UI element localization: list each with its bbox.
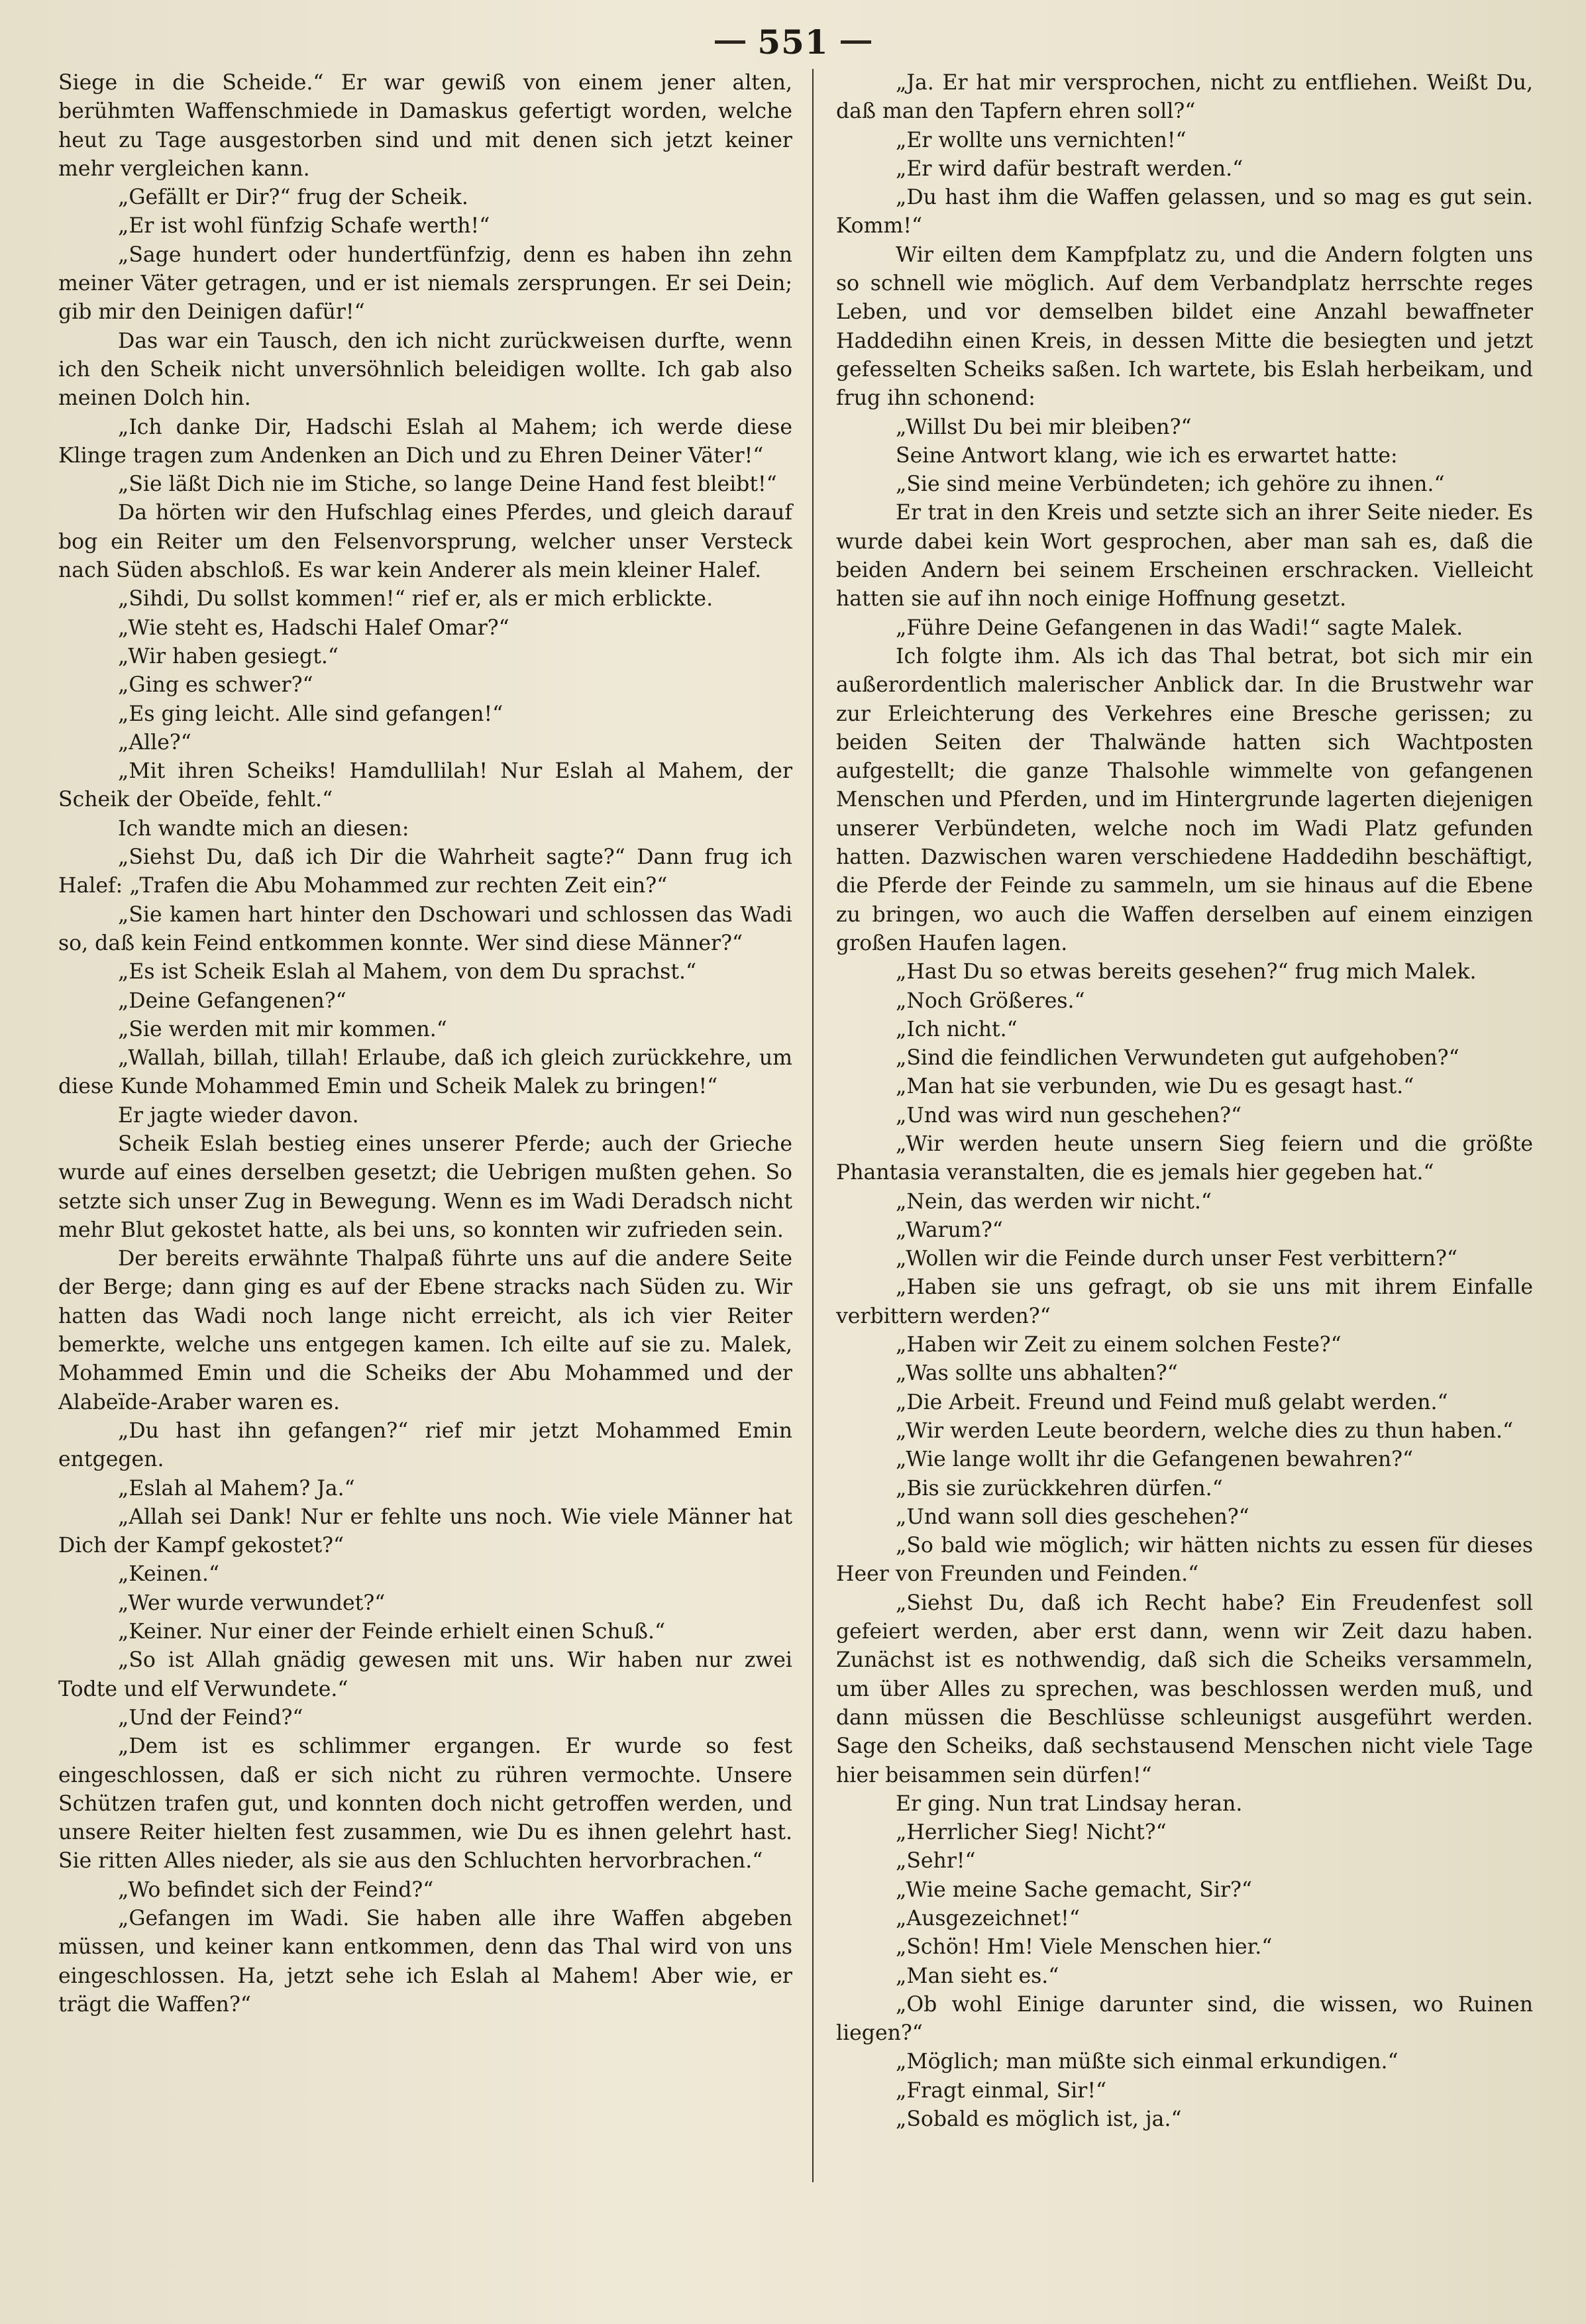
column-divider <box>812 69 814 2182</box>
paragraph: „Ausgezeichnet!“ <box>896 1907 1080 1930</box>
paragraph: „Und der Feind?“ <box>118 1705 303 1730</box>
paragraph: „Alle?“ <box>118 730 191 755</box>
paragraph: „Schön! Hm! Viele Menschen hier.“ <box>896 1935 1273 1960</box>
paragraph: „Hast Du so etwas bereits gesehen?“ frug mich Malek. <box>896 960 1477 984</box>
paragraph: „Dem ist es schlimmer ergangen. Er wurde so fest eingeschlossen, daß er sich nicht zu rühren vermochte. Unsere Schützen trafen gut, und konnten doch nicht getroffen werden, und unsere Reiter hielten fest zusammen, wie Du es ihnen gelehrt hast. Sie ritten Alles nieder, als sie aus den Schluchten hervorbrachen.“ <box>58 1734 792 1874</box>
left-column <box>58 69 792 2019</box>
paragraph: Siege in die Scheide.“ Er war gewiß von einem jener alten, berühmten Waffenschmiede in Damaskus gefertigt worden, welche heut zu Tage ausgestorben sind und mit denen sich jetzt keiner mehr vergleichen kann. <box>58 71 792 181</box>
paragraph: Da hörten wir den Hufschlag eines Pferdes, und gleich darauf bog ein Reiter um den Felsenvorsprung, welcher unser Versteck nach Süden abschloß. Es war kein Anderer als mein kleiner Halef. <box>58 501 792 583</box>
paragraph: „Sage hundert oder hundertfünfzig, denn es haben ihn zehn meiner Väter getragen, und er ist niemals zersprungen. Er sei Dein; gib mir den Deinigen dafür!“ <box>58 242 792 325</box>
paragraph: „Ich danke Dir, Hadschi Eslah al Mahem; ich werde diese Klinge tragen zum Andenken an Dich und zu Ehren Deiner Väter!“ <box>58 415 792 468</box>
paragraph: „Sie sind meine Verbündeten; ich gehöre zu ihnen.“ <box>896 472 1445 497</box>
paragraph: „Und was wird nun geschehen?“ <box>896 1103 1242 1128</box>
paragraph: „Eslah al Mahem? Ja.“ <box>118 1476 355 1501</box>
paragraph: „Du hast ihn gefangen?“ rief mir jetzt Mohammed Emin entgegen. <box>58 1418 792 1472</box>
paragraph: „Möglich; man müßte sich einmal erkundigen.“ <box>896 2050 1399 2074</box>
paragraph: „So bald wie möglich; wir hätten nichts zu essen für dieses Heer von Freunden und Feinden.“ <box>836 1534 1533 1587</box>
paragraph: Er jagte wieder davon. <box>118 1103 359 1128</box>
paragraph: „Was sollte uns abhalten?“ <box>896 1361 1178 1386</box>
paragraph: „Wallah, billah, tillah! Erlaube, daß ich gleich zurückkehre, um diese Kunde Mohammed Emin und Scheik Malek zu bringen!“ <box>58 1046 792 1099</box>
paragraph: „Er wollte uns vernichten!“ <box>896 128 1187 152</box>
paragraph: „Sihdi, Du sollst kommen!“ rief er, als er mich erblickte. <box>118 587 714 611</box>
paragraph: „So ist Allah gnädig gewesen mit uns. Wir haben nur zwei Todte und elf Verwundete.“ <box>58 1648 792 1701</box>
paragraph: „Und wann soll dies geschehen?“ <box>896 1505 1249 1529</box>
paragraph: „Ging es schwer?“ <box>118 673 313 698</box>
header-dash-left <box>715 40 745 44</box>
paragraph: „Keiner. Nur einer der Feinde erhielt einen Schuß.“ <box>118 1620 666 1644</box>
paragraph: „Er wird dafür bestraft werden.“ <box>896 156 1243 181</box>
paragraph: „Führe Deine Gefangenen in das Wadi!“ sagte Malek. <box>896 615 1463 640</box>
paragraph: „Nein, das werden wir nicht.“ <box>896 1189 1212 1214</box>
paragraph: „Siehst Du, daß ich Recht habe? Ein Freudenfest soll gefeiert werden, aber erst dann, wenn wir Zeit dazu haben. Zunächst ist es nothwendig, daß sich die Scheiks versammeln, um über Alles zu sprechen, was beschlossen werden muß, und dann müssen die Beschlüsse schleunigst ausgeführt werden. Sage den Scheiks, daß sechstausend Menschen nicht viele Tage hier beisammen sein dürfen!“ <box>836 1591 1533 1787</box>
paragraph: Er ging. Nun trat Lindsay heran. <box>896 1791 1243 1816</box>
paragraph: „Du hast ihm die Waffen gelassen, und so mag es gut sein. Komm!“ <box>836 185 1533 238</box>
paragraph: „Ob wohl Einige darunter sind, die wissen, wo Ruinen liegen?“ <box>836 1992 1533 2046</box>
paragraph: Scheik Eslah bestieg eines unserer Pferde; auch der Grieche wurde auf eines derselben gesetzt; die Uebrigen mußten gehen. So setzte sich unser Zug in Bewegung. Wenn es im Wadi Deradsch nicht mehr Blut gekostet hatte, als bei uns, so konnten wir zufrieden sein. <box>58 1132 792 1242</box>
paragraph: „Keinen.“ <box>118 1562 220 1587</box>
paragraph: „Wir werden Leute beordern, welche dies zu thun haben.“ <box>896 1418 1514 1443</box>
paragraph: „Sehr!“ <box>896 1849 976 1874</box>
paragraph: „Es ist Scheik Eslah al Mahem, von dem Du sprachst.“ <box>118 960 697 984</box>
paragraph: „Wir werden heute unsern Sieg feiern und die größte Phantasia veranstalten, die es jemals hier gegeben hat.“ <box>836 1132 1533 1185</box>
paragraph: „Bis sie zurückkehren dürfen.“ <box>896 1476 1223 1501</box>
paragraph: Das war ein Tausch, den ich nicht zurückweisen durfte, wenn ich den Scheik nicht unversöhnlich beleidigen wollte. Ich gab also meinen Dolch hin. <box>58 329 792 411</box>
paragraph: „Wer wurde verwundet?“ <box>118 1591 386 1615</box>
paragraph: „Er ist wohl fünfzig Schafe werth!“ <box>118 214 490 238</box>
paragraph: „Herrlicher Sieg! Nicht?“ <box>896 1821 1167 1845</box>
header-dash-right <box>841 40 871 44</box>
paragraph: „Wie lange wollt ihr die Gefangenen bewahren?“ <box>896 1448 1414 1472</box>
paragraph: „Die Arbeit. Freund und Feind muß gelabt werden.“ <box>896 1390 1448 1414</box>
paragraph: „Haben sie uns gefragt, ob sie uns mit ihrem Einfalle verbittern werden?“ <box>836 1275 1533 1328</box>
paragraph: „Gefällt er Dir?“ frug der Scheik. <box>118 185 468 210</box>
paragraph: „Deine Gefangenen?“ <box>118 988 346 1013</box>
paragraph: „Sind die feindlichen Verwundeten gut aufgehoben?“ <box>896 1046 1459 1071</box>
paragraph: „Warum?“ <box>896 1218 1003 1242</box>
paragraph: „Wir haben gesiegt.“ <box>118 644 339 668</box>
paragraph: „Allah sei Dank! Nur er fehlte uns noch. Wie viele Männer hat Dich der Kampf gekostet?“ <box>58 1505 792 1558</box>
paragraph: „Wie steht es, Hadschi Halef Omar?“ <box>118 615 509 640</box>
paragraph: „Wollen wir die Feinde durch unser Fest verbittern?“ <box>896 1247 1457 1271</box>
paragraph: Ich folgte ihm. Als ich das Thal betrat, bot sich mir ein außerordentlich malerischer Anblick dar. In die Brustwehr war zur Erleichterung des Verkehres eine Bresche gerissen; zu beiden Seiten der Thalwände hatten sich Wachtposten aufgestellt; die ganze Thalsohle wimmelte von gefangenen Menschen und Pferden, und im Hintergrunde lagerten diejenigen unserer Verbündeten, welche noch im Wadi Platz gefunden hatten. Dazwischen waren verschiedene Haddedihn beschäftigt, die Pferde der Feinde zu sammeln, um sie hinaus auf die Ebene zu bringen, wo auch die Waffen derselben auf einem einzigen großen Haufen lagen. <box>836 644 1533 955</box>
paragraph: „Sobald es möglich ist, ja.“ <box>896 2107 1182 2132</box>
right-column <box>836 69 1533 2134</box>
paragraph: „Man hat sie verbunden, wie Du es gesagt hast.“ <box>896 1075 1414 1099</box>
paragraph: „Fragt einmal, Sir!“ <box>896 2078 1107 2103</box>
paragraph: Der bereits erwähnte Thalpaß führte uns auf die andere Seite der Berge; dann ging es auf der Ebene stracks nach Süden zu. Wir hatten das Wadi noch lange nicht erreicht, als ich vier Reiter bemerkte, welche uns entgegen kamen. Ich eilte auf sie zu. Malek, Mohammed Emin und die Scheiks der Abu Mohammed und der Alabeïde-Araber waren es. <box>58 1247 792 1414</box>
paragraph: „Ich nicht.“ <box>896 1017 1018 1041</box>
paragraph: „Sie läßt Dich nie im Stiche, so lange Deine Hand fest bleibt!“ <box>118 472 777 497</box>
page-number: 551 <box>757 22 829 62</box>
page-header <box>0 19 1586 65</box>
paragraph: Wir eilten dem Kampfplatz zu, und die Andern folgten uns so schnell wie möglich. Auf dem Verbandplatz herrschte reges Leben, und vor demselben bildet eine Anzahl bewaffneter Haddedihn einen Kreis, in dessen Mitte die besiegten und jetzt gefesselten Scheiks saßen. Ich wartete, bis Eslah herbeikam, und frug ihn schonend: <box>836 242 1533 411</box>
paragraph: „Siehst Du, daß ich Dir die Wahrheit sagte?“ Dann frug ich Halef: „Trafen die Abu Mohammed zur rechten Zeit ein?“ <box>58 845 792 898</box>
paragraph: „Es ging leicht. Alle sind gefangen!“ <box>118 702 503 726</box>
paragraph: „Gefangen im Wadi. Sie haben alle ihre Waffen abgeben müssen, und keiner kann entkommen, denn das Thal wird von uns eingeschlossen. Ha, jetzt sehe ich Eslah al Mahem! Aber wie, er trägt die Waffen?“ <box>58 1907 792 2017</box>
paragraph: „Mit ihren Scheiks! Hamdullilah! Nur Eslah al Mahem, der Scheik der Obeïde, fehlt.“ <box>58 759 792 812</box>
paragraph: „Haben wir Zeit zu einem solchen Feste?“ <box>896 1333 1342 1357</box>
paragraph: Seine Antwort klang, wie ich es erwartet hatte: <box>896 443 1398 468</box>
paragraph: „Wie meine Sache gemacht, Sir?“ <box>896 1877 1252 1902</box>
paragraph: „Sie kamen hart hinter den Dschowari und schlossen das Wadi so, daß kein Feind entkommen konnte. Wer sind diese Männer?“ <box>58 902 792 955</box>
paragraph: „Noch Größeres.“ <box>896 988 1085 1013</box>
paragraph: Ich wandte mich an diesen: <box>118 816 409 841</box>
paragraph: Er trat in den Kreis und setzte sich an ihrer Seite nieder. Es wurde dabei kein Wort gesprochen, aber man sah es, daß die beiden Andern bei seinem Erscheinen erschracken. Vielleicht hatten sie auf ihn noch einige Hoffnung gesetzt. <box>836 501 1533 611</box>
paragraph: „Willst Du bei mir bleiben?“ <box>896 415 1192 439</box>
paragraph: „Sie werden mit mir kommen.“ <box>118 1017 447 1041</box>
paragraph: „Man sieht es.“ <box>896 1964 1059 1988</box>
paragraph: „Wo befindet sich der Feind?“ <box>118 1877 434 1902</box>
paragraph: „Ja. Er hat mir versprochen, nicht zu entfliehen. Weißt Du, daß man den Tapfern ehren soll?“ <box>836 71 1533 124</box>
